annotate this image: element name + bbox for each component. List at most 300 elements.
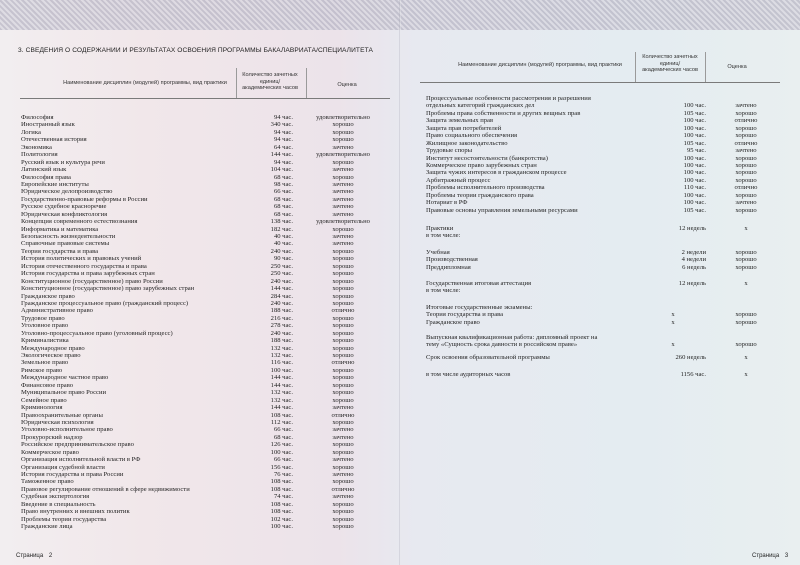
practice-item: Производственная: [426, 256, 478, 264]
term-value: 260 недель: [675, 354, 706, 361]
discipline-grade: хорошо: [332, 121, 354, 129]
discipline-grade: хорошо: [332, 292, 354, 300]
discipline-name: Конституционное (государственное) право зарубежных стран: [21, 285, 195, 293]
discipline-name: Муниципальное право России: [21, 389, 107, 397]
discipline-grade: хорошо: [735, 169, 757, 177]
table-row: [21, 501, 393, 508]
discipline-name: Право внутренних и внешних политик: [21, 508, 130, 516]
left-page-number: [16, 553, 52, 559]
exam-item-grade: хорошо: [735, 311, 757, 319]
discipline-hours: 144 час.: [270, 404, 293, 412]
left-header-divider-1: [236, 68, 237, 98]
discipline-grade: хорошо: [735, 154, 757, 162]
discipline-hours: 94 час.: [273, 128, 293, 136]
discipline-hours: 100 час.: [683, 176, 706, 184]
discipline-name: Римское право: [21, 366, 63, 374]
discipline-hours: 132 час.: [270, 352, 293, 359]
discipline-hours: 66 час.: [273, 456, 293, 464]
discipline-grade: хорошо: [332, 225, 354, 233]
discipline-grade: хорошо: [332, 314, 354, 322]
discipline-name: Проблемы исполнительного производства: [426, 184, 545, 192]
discipline-name: Уголовное право: [21, 322, 69, 330]
right-page-number: [752, 553, 788, 559]
discipline-grade: хорошо: [735, 206, 757, 214]
exam-item-grade: хорошо: [735, 318, 757, 326]
discipline-name: Логика: [21, 128, 41, 136]
discipline-name: Теория государства и права: [21, 247, 99, 255]
discipline-name: Земельное право: [21, 359, 69, 367]
table-row: [21, 322, 393, 329]
exam-item-hours: x: [671, 318, 675, 326]
discipline-grade: зачтено: [332, 433, 354, 441]
table-row: [21, 151, 393, 158]
exam-item: Теория государства и права: [426, 311, 504, 319]
table-row: [21, 218, 393, 225]
discipline-hours: 100 час.: [683, 161, 706, 169]
table-row: [21, 330, 393, 337]
discipline-grade: хорошо: [735, 109, 757, 117]
discipline-name: Арбитражный процесс: [426, 176, 491, 184]
discipline-grade: хорошо: [332, 136, 354, 144]
discipline-grade: отлично: [331, 307, 355, 315]
discipline-name: Семейное право: [21, 396, 67, 404]
discipline-name: Латинский язык: [21, 166, 67, 174]
state-exam-sub: в том числе:: [426, 287, 461, 295]
discipline-name: отдельных категорий гражданских дел: [426, 102, 535, 110]
table-row: [21, 456, 393, 463]
discipline-grade: зачтено: [332, 233, 354, 240]
state-exam-block: [426, 280, 786, 295]
practice-sub: в том числе:: [426, 232, 461, 240]
discipline-grade: зачтено: [332, 456, 354, 464]
state-exam-title: Государственная итоговая аттестация: [426, 280, 532, 287]
table-row: [21, 337, 393, 344]
discipline-grade: хорошо: [332, 366, 354, 374]
discipline-hours: 284 час.: [270, 292, 293, 300]
section-title: 3. СВЕДЕНИЯ О СОДЕРЖАНИИ И РЕЗУЛЬТАТАХ ОСВОЕНИЯ ПРОГРАММЫ БАКАЛАВРИАТА/СПЕЦИАЛИТЕТА: [18, 47, 373, 54]
discipline-hours: 132 час.: [270, 344, 293, 352]
discipline-hours: 240 час.: [270, 277, 293, 285]
discipline-name: Право социального обеспечения: [426, 132, 518, 140]
discipline-name: Международное частное право: [21, 374, 109, 382]
practice-block: [426, 225, 786, 240]
practice-items: [426, 249, 786, 271]
discipline-grade: хорошо: [735, 176, 757, 184]
discipline-grade: хорошо: [735, 124, 757, 132]
discipline-grade: зачтено: [735, 147, 757, 155]
left-page-num: 2: [48, 553, 53, 559]
left-header-hours: Количество зачетных единиц/ академических часов: [242, 72, 298, 91]
discipline-name: Российское предпринимательское право: [21, 441, 134, 449]
state-exam-hours: 12 недель: [678, 280, 706, 287]
discipline-grade: хорошо: [332, 329, 354, 337]
discipline-grade: хорошо: [332, 158, 354, 166]
table-row: [426, 155, 786, 162]
discipline-name: Юридическое делопроизводство: [21, 188, 113, 196]
final-exams-title: Итоговые государственные экзамены:: [426, 304, 533, 311]
table-row: [21, 300, 393, 307]
discipline-grade: зачтено: [332, 493, 354, 501]
discipline-grade: хорошо: [735, 191, 757, 199]
discipline-grade: хорошо: [332, 173, 354, 181]
right-discipline-list: [426, 95, 786, 214]
discipline-hours: 95 час.: [686, 147, 706, 155]
discipline-grade: зачтено: [332, 166, 354, 174]
discipline-grade: хорошо: [332, 322, 354, 330]
discipline-hours: 216 час.: [270, 314, 293, 322]
discipline-grade: отлично: [734, 184, 758, 192]
discipline-grade: хорошо: [332, 448, 354, 456]
practice-item-grade: хорошо: [735, 249, 757, 256]
discipline-name: Проблемы права собственности и других вещных прав: [426, 109, 581, 117]
discipline-name: Политология: [21, 151, 58, 159]
discipline-hours: 340 час.: [270, 121, 293, 129]
discipline-name: Уголовно-процессуальное право (уголовный процесс): [21, 329, 173, 337]
discipline-name: Безопасность жизнедеятельности: [21, 233, 116, 240]
table-row: [21, 412, 393, 419]
discipline-grade: хорошо: [332, 337, 354, 345]
thesis-grade: хорошо: [735, 341, 757, 349]
table-row: [426, 192, 786, 199]
discipline-grade: хорошо: [332, 463, 354, 471]
table-row: [21, 345, 393, 352]
table-row: [21, 278, 393, 285]
discipline-hours: 188 час.: [270, 337, 293, 345]
discipline-hours: 66 час.: [273, 188, 293, 196]
discipline-hours: 100 час.: [270, 366, 293, 374]
thesis-hours: x: [671, 341, 675, 349]
discipline-grade: отлично: [734, 117, 758, 125]
discipline-grade: хорошо: [332, 255, 354, 263]
discipline-hours: 250 час.: [270, 262, 293, 270]
discipline-hours: 116 час.: [270, 359, 293, 367]
right-header-divider-2: [705, 52, 706, 82]
term-block: [426, 354, 786, 361]
discipline-grade: зачтено: [332, 195, 354, 203]
discipline-name: Философия: [21, 114, 54, 121]
table-row: [21, 449, 393, 456]
table-row: [21, 233, 393, 240]
discipline-hours: 94 час.: [273, 114, 293, 121]
left-page-label: Страница: [16, 553, 44, 559]
discipline-grade: отлично: [331, 485, 355, 493]
discipline-name: Русский язык и культура речи: [21, 158, 105, 166]
table-row: [21, 419, 393, 426]
discipline-grade: хорошо: [332, 500, 354, 508]
discipline-grade: зачтено: [735, 102, 757, 110]
discipline-grade: хорошо: [332, 299, 354, 307]
table-row: [426, 95, 786, 102]
discipline-hours: 126 час.: [270, 441, 293, 449]
discipline-hours: 108 час.: [270, 478, 293, 486]
discipline-name: Государственно-правовые реформы в России: [21, 195, 148, 203]
discipline-hours: 240 час.: [270, 299, 293, 307]
discipline-grade: хорошо: [332, 374, 354, 382]
classroom-grade: x: [744, 371, 748, 378]
table-row: [21, 174, 393, 181]
table-row: [21, 263, 393, 270]
table-row: [426, 162, 786, 169]
practice-item: Учебная: [426, 249, 450, 256]
discipline-grade: зачтено: [332, 426, 354, 434]
discipline-grade: зачтено: [735, 199, 757, 207]
table-row: [21, 434, 393, 441]
discipline-hours: 68 час.: [273, 173, 293, 181]
table-row: [21, 226, 393, 233]
discipline-name: Жилищное законодательство: [426, 139, 508, 147]
right-page-label: Страница: [752, 553, 780, 559]
discipline-grade: хорошо: [332, 270, 354, 278]
table-row: [21, 166, 393, 173]
discipline-hours: 100 час.: [683, 102, 706, 110]
discipline-grade: хорошо: [332, 478, 354, 486]
table-row: [426, 199, 786, 206]
discipline-grade: хорошо: [735, 132, 757, 140]
discipline-grade: зачтено: [332, 203, 354, 211]
right-header-grade: Оценка: [727, 64, 747, 70]
discipline-hours: 64 час.: [273, 143, 293, 151]
left-header-grade: Оценка: [337, 82, 357, 88]
discipline-grade: удовлетворительно: [316, 218, 370, 226]
discipline-name: Трудовые споры: [426, 147, 473, 155]
discipline-name: Коммерческое право: [21, 448, 79, 456]
table-row: [21, 121, 393, 128]
discipline-grade: хорошо: [332, 344, 354, 352]
table-row: [426, 117, 786, 124]
final-exams-block: [426, 304, 786, 326]
table-row: [21, 307, 393, 314]
left-header-name: Наименование дисциплин (модулей) программы, вид практики: [63, 80, 227, 86]
table-row: [21, 188, 393, 195]
discipline-name: Криминология: [21, 404, 63, 412]
table-row: [21, 181, 393, 188]
discipline-hours: 40 час.: [273, 240, 293, 248]
table-row: [426, 102, 786, 109]
discipline-hours: 74 час.: [273, 493, 293, 501]
table-row: [21, 114, 393, 121]
table-row: [21, 293, 393, 300]
discipline-hours: 144 час.: [270, 151, 293, 159]
table-row: [426, 132, 786, 139]
practice-item-grade: хорошо: [735, 263, 757, 271]
discipline-grade: зачтено: [332, 210, 354, 218]
discipline-name: Конституционное (государственное) право России: [21, 277, 163, 285]
right-header-name: Наименование дисциплин (модулей) программы, вид практики: [458, 62, 622, 68]
discipline-name: Организация судебной власти: [21, 463, 105, 471]
discipline-grade: удовлетворительно: [316, 151, 370, 159]
table-row: [21, 389, 393, 396]
thesis-block: [426, 334, 786, 349]
exam-item: Гражданское право: [426, 318, 480, 326]
discipline-hours: 104 час.: [270, 166, 293, 174]
discipline-hours: 108 час.: [270, 500, 293, 508]
table-row: [426, 125, 786, 132]
discipline-name: Гражданское право: [21, 292, 75, 300]
discipline-grade: хорошо: [332, 128, 354, 136]
table-row: [21, 144, 393, 151]
practice-hours: 12 недель: [678, 225, 706, 232]
table-row: [21, 441, 393, 448]
table-row: [21, 240, 393, 247]
discipline-hours: 100 час.: [683, 117, 706, 125]
discipline-grade: зачтено: [332, 471, 354, 478]
discipline-name: Правоохранительные органы: [21, 411, 103, 419]
table-row: [21, 367, 393, 374]
discipline-hours: 105 час.: [683, 206, 706, 214]
term-label: Срок освоения образовательной программы: [426, 354, 550, 361]
discipline-hours: 188 час.: [270, 307, 293, 315]
discipline-hours: 132 час.: [270, 389, 293, 397]
discipline-name: Прокурорский надзор: [21, 433, 83, 441]
page-fold: [399, 0, 401, 565]
discipline-hours: 94 час.: [273, 158, 293, 166]
table-row: [426, 177, 786, 184]
discipline-hours: 76 час.: [273, 471, 293, 478]
discipline-name: Защита чужих интересов в гражданском процессе: [426, 169, 567, 177]
discipline-hours: 68 час.: [273, 433, 293, 441]
table-row: [426, 169, 786, 176]
table-row: [21, 136, 393, 143]
discipline-hours: 250 час.: [270, 270, 293, 278]
discipline-name: Гражданские лица: [21, 523, 73, 531]
table-row: [426, 110, 786, 117]
table-row: [21, 359, 393, 366]
classroom-value: 1156 час.: [680, 371, 706, 378]
discipline-name: Проблемы теории гражданского права: [426, 191, 534, 199]
discipline-name: Концепция современного естествознания: [21, 218, 138, 226]
discipline-name: Международное право: [21, 344, 85, 352]
discipline-hours: 112 час.: [270, 418, 293, 426]
left-header-divider-2: [306, 68, 307, 98]
discipline-name: Проблемы теории государства: [21, 515, 107, 523]
discipline-grade: отлично: [331, 359, 355, 367]
discipline-hours: 98 час.: [273, 180, 293, 188]
discipline-name: Процессуальные особенности рассмотрения и разрешения: [426, 95, 591, 102]
discipline-hours: 68 час.: [273, 203, 293, 211]
discipline-name: Трудовое право: [21, 314, 65, 322]
discipline-hours: 110 час.: [683, 184, 706, 192]
discipline-name: История государства и права России: [21, 471, 124, 478]
table-row: [426, 140, 786, 147]
discipline-grade: отлично: [331, 411, 355, 419]
discipline-name: Административное право: [21, 307, 93, 315]
thesis-line-2: тему «Сущность срока давности в российском праве»: [426, 341, 578, 349]
practice-grade: x: [744, 225, 748, 232]
practice-item-grade: хорошо: [735, 256, 757, 264]
discipline-grade: зачтено: [332, 188, 354, 196]
discipline-grade: зачтено: [332, 404, 354, 412]
discipline-grade: хорошо: [332, 285, 354, 293]
classroom-block: [426, 371, 786, 378]
discipline-grade: хорошо: [332, 247, 354, 255]
discipline-name: Институт несостоятельности (банкротства): [426, 154, 548, 162]
discipline-name: Нотариат в РФ: [426, 199, 468, 207]
discipline-name: Правовые основы управления земельными ресурсами: [426, 206, 578, 214]
table-row: [21, 255, 393, 262]
discipline-name: Правовое регулирование отношений в сфере недвижимости: [21, 485, 190, 493]
discipline-hours: 68 час.: [273, 195, 293, 203]
thesis-line-1: Выпускная квалификационная работа: дипломный проект на: [426, 334, 598, 341]
discipline-grade: хорошо: [332, 508, 354, 516]
discipline-name: История политических и правовых учений: [21, 255, 142, 263]
table-row: [21, 478, 393, 485]
practice-item: Преддипломная: [426, 263, 471, 271]
right-header-divider-1: [635, 52, 636, 82]
discipline-hours: 40 час.: [273, 233, 293, 240]
discipline-name: История отечественного государства и права: [21, 262, 147, 270]
classroom-label: в том числе аудиторных часов: [426, 371, 511, 378]
table-row: [426, 207, 786, 214]
discipline-grade: хорошо: [332, 381, 354, 389]
table-row: [21, 464, 393, 471]
term-grade: x: [744, 354, 748, 361]
practice-item-hours: 4 недели: [681, 256, 706, 264]
discipline-hours: 102 час.: [270, 515, 293, 523]
table-row: [21, 196, 393, 203]
discipline-grade: хорошо: [332, 418, 354, 426]
discipline-hours: 240 час.: [270, 329, 293, 337]
discipline-name: Юридическая психология: [21, 418, 94, 426]
discipline-hours: 138 час.: [270, 218, 293, 226]
discipline-name: Русское судебное красноречие: [21, 203, 107, 211]
discipline-hours: 100 час.: [683, 199, 706, 207]
table-row: [21, 486, 393, 493]
table-row: [21, 374, 393, 381]
discipline-name: Справочные правовые системы: [21, 240, 110, 248]
discipline-grade: зачтено: [332, 240, 354, 248]
discipline-hours: 66 час.: [273, 426, 293, 434]
table-row: [21, 426, 393, 433]
discipline-grade: хорошо: [332, 389, 354, 397]
discipline-grade: хорошо: [735, 161, 757, 169]
discipline-name: Гражданское процессуальное право (гражданский процесс): [21, 299, 189, 307]
discipline-grade: хорошо: [332, 262, 354, 270]
table-row: [21, 404, 393, 411]
discipline-hours: 156 час.: [270, 463, 293, 471]
discipline-hours: 100 час.: [683, 191, 706, 199]
discipline-name: Защита прав потребителей: [426, 124, 502, 132]
table-row: [21, 523, 393, 530]
discipline-hours: 100 час.: [683, 132, 706, 140]
discipline-name: Коммерческое право зарубежных стран: [426, 161, 537, 169]
discipline-hours: 108 час.: [270, 485, 293, 493]
discipline-name: Судебная экспертология: [21, 493, 90, 501]
right-page-num: 3: [784, 553, 789, 559]
discipline-grade: зачтено: [332, 180, 354, 188]
discipline-name: Экономика: [21, 143, 52, 151]
table-row: [21, 397, 393, 404]
discipline-name: Отечественная история: [21, 136, 87, 144]
discipline-hours: 100 час.: [270, 523, 293, 531]
table-row: [21, 508, 393, 515]
discipline-name: Иностранный язык: [21, 121, 75, 129]
discipline-hours: 278 час.: [270, 322, 293, 330]
table-row: [21, 203, 393, 210]
discipline-hours: 182 час.: [270, 225, 293, 233]
discipline-hours: 108 час.: [270, 508, 293, 516]
discipline-hours: 90 час.: [273, 255, 293, 263]
discipline-name: Экологическое право: [21, 352, 81, 359]
discipline-hours: [640, 95, 706, 102]
exam-item-hours: x: [671, 311, 675, 319]
discipline-grade: зачтено: [332, 143, 354, 151]
discipline-hours: 240 час.: [270, 247, 293, 255]
discipline-hours: 105 час.: [683, 109, 706, 117]
discipline-hours: 100 час.: [270, 448, 293, 456]
discipline-hours: 144 час.: [270, 285, 293, 293]
discipline-hours: 144 час.: [270, 374, 293, 382]
discipline-name: История государства и права зарубежных стран: [21, 270, 155, 278]
